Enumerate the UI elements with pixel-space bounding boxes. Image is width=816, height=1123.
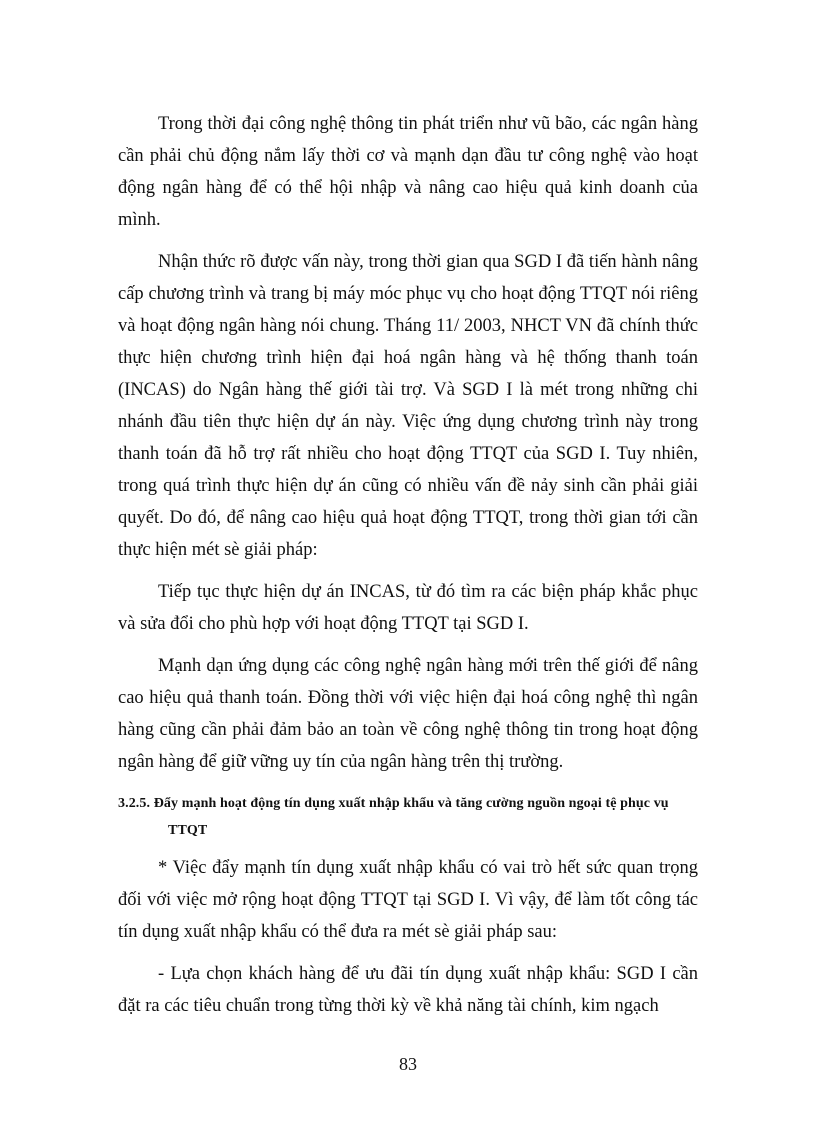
paragraph-intro: Trong thời đại công nghệ thông tin phát triển như vũ bão, các ngân hàng cần phải chủ động nắm lấy thời cơ và mạnh dạn đầu tư công nghệ vào hoạt động ngân hàng để có thể hội nhập và nâng cao hiệu quả kinh doanh của mình. [118,114,698,230]
section-heading: 3.2.5. Đẩy mạnh hoạt động tín dụng xuất nhập khẩu và tăng cường nguồn ngoại tệ phục vụ TTQT [118,796,669,838]
page-number: 83 [399,1054,417,1074]
paragraph-customer-selection: - Lựa chọn khách hàng để ưu đãi tín dụng xuất nhập khẩu: SGD I cần đặt ra các tiêu chuẩn trong từng thời kỳ về khả năng tài chính, kim ngạch [118,964,698,1016]
paragraph-incas: Tiếp tục thực hiện dự án INCAS, từ đó tìm ra các biện pháp khắc phục và sửa đổi cho phù hợp với hoạt động TTQT tại SGD I. [118,582,698,634]
paragraph-credit: * Việc đẩy mạnh tín dụng xuất nhập khẩu có vai trò hết sức quan trọng đối với việc mở rộng hoạt động TTQT tại SGD I. Vì vậy, để làm tốt công tác tín dụng xuất nhập khẩu có thể đưa ra mét sè giải pháp sau: [118,858,698,942]
body-text [118,108,698,1022]
paragraph-awareness: Nhận thức rõ được vấn này, trong thời gian qua SGD I đã tiến hành nâng cấp chương trình và trang bị máy móc phục vụ cho hoạt động TTQT nói riêng và hoạt động ngân hàng nói chung. Tháng 11/ 2003, NHCT VN đã chính thức thực hiện chương trình hiện đại hoá ngân hàng và hệ thống thanh toán (INCAS) do Ngân hàng thế giới tài trợ. Và SGD I là mét trong những chi nhánh đầu tiên thực hiện dự án này. Việc ứng dụng chương trình này trong thanh toán đã hỗ trợ rất nhiều cho hoạt động TTQT của SGD I. Tuy nhiên, trong quá trình thực hiện dự án cũng có nhiều vấn đề nảy sinh cần phải giải quyết. Do đó, để nâng cao hiệu quả hoạt động TTQT, trong thời gian tới cần thực hiện mét sè giải pháp: [118,252,698,560]
paragraph-technology: Mạnh dạn ứng dụng các công nghệ ngân hàng mới trên thế giới để nâng cao hiệu quả thanh toán. Đồng thời với việc hiện đại hoá công nghệ thì ngân hàng cũng cần phải đảm bảo an toàn về công nghệ thông tin trong hoạt động ngân hàng để giữ vững uy tín của ngân hàng trên thị trường. [118,656,698,772]
